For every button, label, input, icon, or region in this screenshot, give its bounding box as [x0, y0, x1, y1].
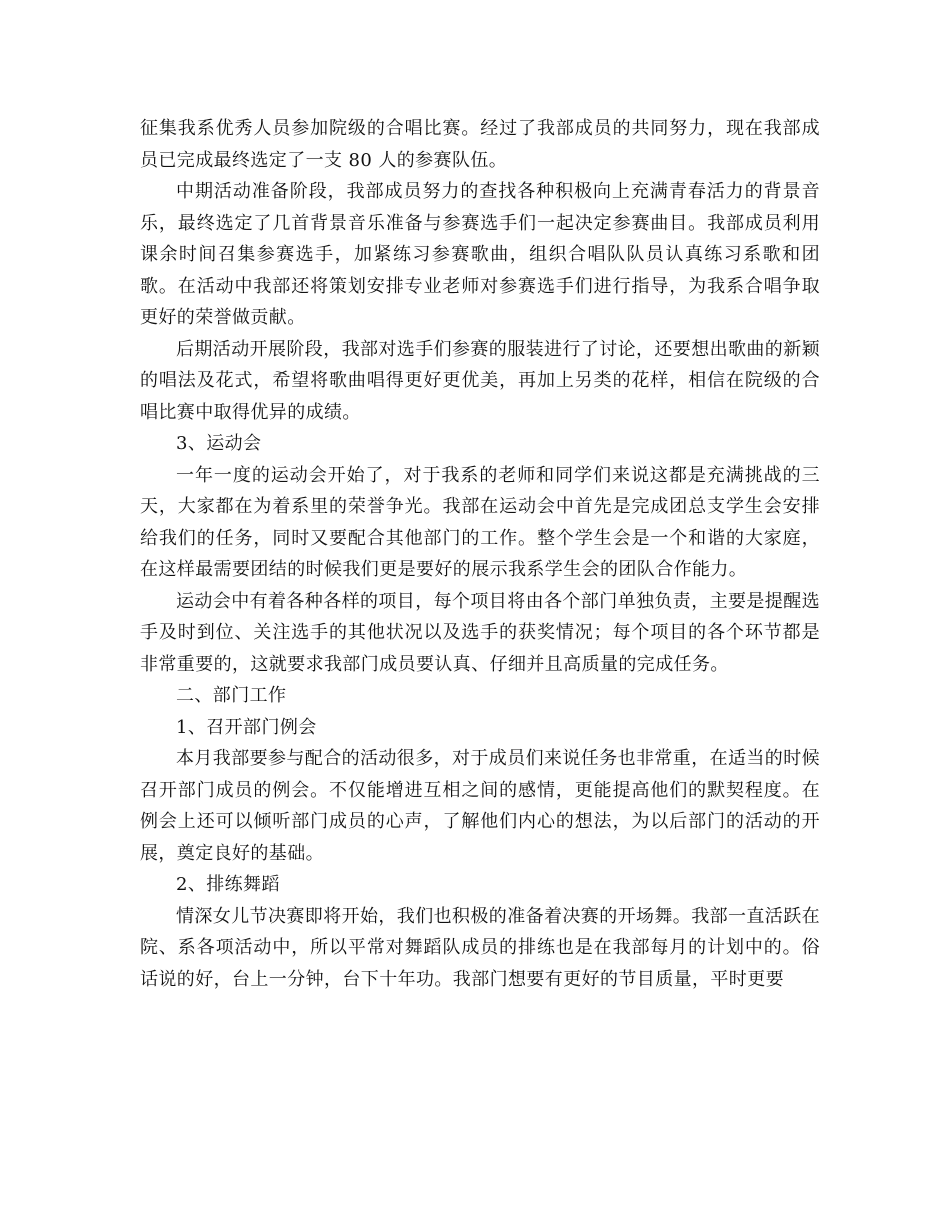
paragraph-mid-stage: 中期活动准备阶段，我部成员努力的查找各种积极向上充满青春活力的背景音乐，最终选定了几首背景音乐准备与参赛选手们一起决定参赛曲目。我部成员利用课余时间召集参赛选手，加紧练习参赛歌曲，组织合唱队队员认真练习系歌和团歌。在活动中我部还将策划安排专业老师对参赛选手们进行指导，为我系合唱争取更好的荣誉做贡献。 — [140, 181, 820, 328]
document-body — [140, 113, 820, 995]
heading-department-work: 二、部门工作 — [176, 685, 287, 706]
paragraph-department-meeting: 本月我部要参与配合的活动很多，对于成员们来说任务也非常重，在适当的时候召开部门成员的例会。不仅能增进互相之间的感情，更能提高他们的默契程度。在例会上还可以倾听部门成员的心声，了解他们内心的想法，为以后部门的活动的开展，奠定良好的基础。 — [140, 748, 820, 864]
heading-department-meeting: 1、召开部门例会 — [176, 716, 317, 738]
paragraph-dance-rehearsal: 情深女儿节决赛即将开始，我们也积极的准备着决赛的开场舞。我部一直活跃在院、系各项活动中，所以平常对舞蹈队成员的排练也是在我部每月的计划中的。俗话说的好，台上一分钟，台下十年功。我部门想要有更好的节目质量，平时更要 — [140, 905, 820, 990]
paragraph-continuation: 征集我系优秀人员参加院级的合唱比赛。经过了我部成员的共同努力，现在我部成员已完成最终选定了一支 80 人的参赛队伍。 — [140, 118, 820, 171]
paragraph-sports-meet-events: 运动会中有着各种各样的项目，每个项目将由各个部门单独负责，主要是提醒选手及时到位、关注选手的其他状况以及选手的获奖情况；每个项目的各个环节都是非常重要的，这就要求我部门成员要认真、仔细并且高质量的完成任务。 — [140, 590, 820, 675]
heading-sports-meet: 3、运动会 — [176, 433, 262, 454]
heading-dance-rehearsal: 2、排练舞蹈 — [176, 874, 280, 895]
paragraph-late-stage: 后期活动开展阶段，我部对选手们参赛的服装进行了讨论，还要想出歌曲的新颖的唱法及花式，希望将歌曲唱得更好更优美，再加上另类的花样，相信在院级的合唱比赛中取得优异的成绩。 — [140, 338, 820, 423]
paragraph-sports-meet-intro: 一年一度的运动会开始了，对于我系的老师和同学们来说这都是充满挑战的三天，大家都在为着系里的荣誉争光。我部在运动会中首先是完成团总支学生会安排给我们的任务，同时又要配合其他部门的工作。整个学生会是一个和谐的大家庭，在这样最需要团结的时候我们更是要好的展示我系学生会的团队合作能力。 — [140, 464, 820, 580]
